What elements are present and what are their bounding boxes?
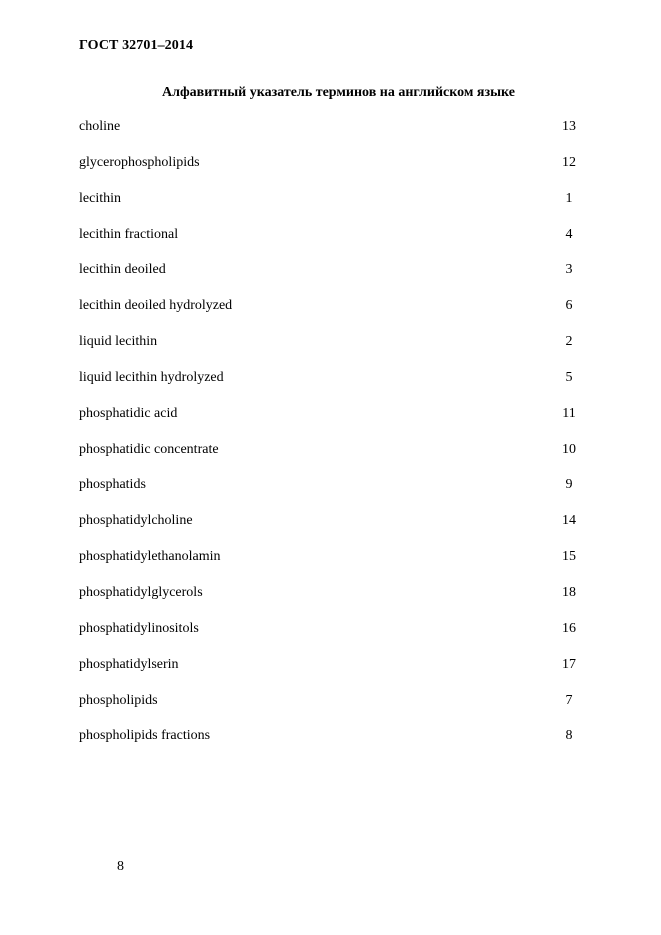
entry-number: 2	[565, 334, 573, 350]
index-entry	[79, 262, 581, 298]
index-entry	[79, 334, 581, 370]
index-entry	[79, 442, 581, 478]
entry-number: 9	[565, 477, 573, 493]
term-index-list	[79, 119, 581, 764]
entry-number: 7	[565, 692, 573, 708]
entry-number: 14	[562, 513, 576, 529]
index-entry	[79, 155, 581, 191]
entry-term: lecithin fractional	[79, 226, 179, 242]
entry-term: phosphatidic acid	[79, 405, 178, 421]
index-entry	[79, 119, 581, 155]
entry-number: 15	[562, 549, 576, 565]
index-entry	[79, 728, 581, 764]
entry-term: lecithin deoiled	[79, 262, 166, 278]
index-entry	[79, 621, 581, 657]
standard-header: ГОСТ 32701–2014	[79, 38, 194, 53]
entry-term: phosphatidic concentrate	[79, 441, 219, 457]
index-entry	[79, 370, 581, 406]
index-entry	[79, 513, 581, 549]
entry-term: phosphatids	[79, 477, 146, 493]
index-entry	[79, 657, 581, 693]
index-entry	[79, 585, 581, 621]
entry-term: glycerophospholipids	[79, 154, 200, 170]
entry-term: lecithin deoiled hydrolyzed	[79, 298, 233, 314]
entry-term: lecithin	[79, 190, 121, 206]
page-number: 8	[117, 859, 124, 874]
entry-number: 1	[565, 190, 573, 206]
entry-term: phosphatidylinositols	[79, 620, 199, 636]
entry-number: 4	[565, 226, 573, 242]
entry-number: 13	[562, 119, 576, 134]
entry-number: 10	[562, 441, 576, 457]
entry-term: phosphatidylglycerols	[79, 584, 203, 600]
index-entry	[79, 693, 581, 729]
entry-term: liquid lecithin hydrolyzed	[79, 369, 224, 385]
entry-number: 18	[562, 584, 576, 600]
entry-term: phospholipids fractions	[79, 728, 211, 744]
index-entry	[79, 406, 581, 442]
index-entry	[79, 191, 581, 227]
index-title: Алфавитный указатель терминов на английском языке	[162, 85, 515, 100]
index-entry	[79, 477, 581, 513]
index-entry	[79, 298, 581, 334]
index-entry	[79, 549, 581, 585]
entry-number: 8	[565, 728, 573, 744]
entry-number: 3	[565, 262, 573, 278]
entry-number: 5	[565, 369, 573, 385]
entry-term: liquid lecithin	[79, 334, 158, 350]
entry-number: 12	[562, 154, 576, 170]
entry-term: phosphatidylcholine	[79, 513, 193, 529]
entry-number: 6	[565, 298, 573, 314]
entry-term: phospholipids	[79, 692, 158, 708]
entry-number: 16	[562, 620, 576, 636]
entry-term: phosphatidylserin	[79, 656, 179, 672]
entry-number: 11	[562, 405, 576, 421]
entry-term: phosphatidylethanolamin	[79, 549, 221, 565]
entry-number: 17	[562, 656, 576, 672]
entry-term: choline	[79, 119, 121, 134]
index-entry	[79, 227, 581, 263]
